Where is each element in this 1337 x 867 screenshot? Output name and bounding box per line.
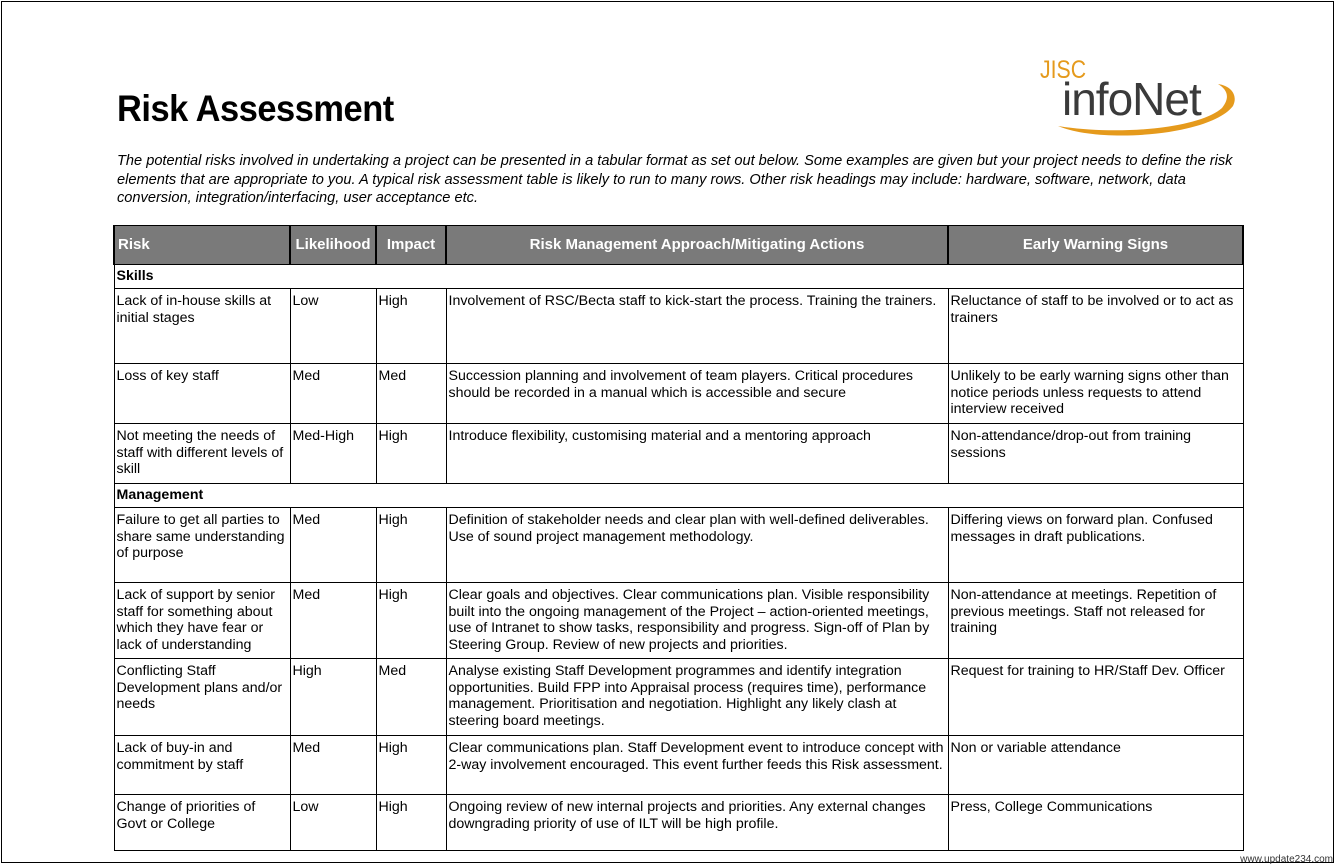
cell-approach: Ongoing review of new internal projects and priorities. Any external changes downgrading priority of use of ILT will be high profile.	[446, 795, 948, 851]
cell-impact: High	[376, 583, 446, 659]
source-watermark: www.update234.com	[1240, 854, 1333, 865]
section-row-skills	[114, 265, 1243, 289]
cell-approach: Succession planning and involvement of team players. Critical procedures should be recorded in a manual which is accessible and secure	[446, 364, 948, 424]
document-title: Risk Assessment	[117, 88, 394, 129]
cell-risk: Failure to get all parties to share same understanding of purpose	[114, 508, 290, 583]
header-impact: Impact	[376, 226, 446, 265]
cell-impact: High	[376, 289, 446, 364]
cell-risk: Change of priorities of Govt or College	[114, 795, 290, 851]
cell-approach: Clear goals and objectives. Clear communications plan. Visible responsibility built into the ongoing management of the Project – action-oriented meetings, use of Intranet to show tasks, responsibility and progress. Sign-off of Plan by Steering Group. Review of new projects and priorities.	[446, 583, 948, 659]
cell-approach: Clear communications plan. Staff Development event to introduce concept with 2-way involvement encouraged. This event further feeds this Risk assessment.	[446, 736, 948, 795]
cell-likelihood: High	[290, 659, 376, 736]
risk-table	[113, 225, 1244, 851]
cell-likelihood: Med	[290, 364, 376, 424]
cell-likelihood: Med	[290, 736, 376, 795]
table-row	[114, 795, 1243, 851]
cell-warning: Non-attendance/drop-out from training sessions	[948, 424, 1243, 484]
header-approach: Risk Management Approach/Mitigating Actions	[446, 226, 948, 265]
section-row-management	[114, 484, 1243, 508]
table-row	[114, 508, 1243, 583]
intro-paragraph: The potential risks involved in undertaking a project can be presented in a tabular format as set out below. Some examples are given but your project needs to define the risk elements that are appropriate to you. A typical risk assessment table is likely to run to many rows. Other risk headings may include: hardware, software, network, data conversion, integration/interfacing, user acceptance etc.	[117, 153, 1233, 206]
cell-approach: Involvement of RSC/Becta staff to kick-start the process. Training the trainers.	[446, 289, 948, 364]
cell-approach: Introduce flexibility, customising material and a mentoring approach	[446, 424, 948, 484]
logo-infonet-text: infoNet	[1062, 73, 1201, 125]
cell-warning: Differing views on forward plan. Confused messages in draft publications.	[948, 508, 1243, 583]
section-label: Management	[114, 484, 1243, 508]
cell-risk: Conflicting Staff Development plans and/or needs	[114, 659, 290, 736]
cell-risk: Not meeting the needs of staff with different levels of skill	[114, 424, 290, 484]
table-header-row	[114, 226, 1243, 265]
table-row	[114, 583, 1243, 659]
cell-impact: High	[376, 795, 446, 851]
header-risk: Risk	[114, 226, 290, 265]
table-row	[114, 736, 1243, 795]
cell-likelihood: Med	[290, 508, 376, 583]
cell-risk: Lack of in-house skills at initial stages	[114, 289, 290, 364]
cell-risk: Lack of support by senior staff for something about which they have fear or lack of understanding	[114, 583, 290, 659]
cell-impact: Med	[376, 364, 446, 424]
cell-warning: Press, College Communications	[948, 795, 1243, 851]
cell-approach: Analyse existing Staff Development programmes and identify integration opportunities. Build FPP into Appraisal process (requires time), performance management. Prioritisation and negotiation. Highlight any likely clash at steering board meetings.	[446, 659, 948, 736]
table-row	[114, 289, 1243, 364]
cell-warning: Reluctance of staff to be involved or to act as trainers	[948, 289, 1243, 364]
cell-impact: High	[376, 424, 446, 484]
logo-jisc-text: JISC	[1040, 56, 1087, 84]
cell-risk: Lack of buy-in and commitment by staff	[114, 736, 290, 795]
cell-impact: High	[376, 508, 446, 583]
header-likelihood: Likelihood	[290, 226, 376, 265]
cell-likelihood: Med-High	[290, 424, 376, 484]
header-warning: Early Warning Signs	[948, 226, 1243, 265]
cell-risk: Loss of key staff	[114, 364, 290, 424]
section-label: Skills	[114, 265, 1243, 289]
cell-approach: Definition of stakeholder needs and clear plan with well-defined deliverables. Use of sound project management methodology.	[446, 508, 948, 583]
cell-warning: Request for training to HR/Staff Dev. Officer	[948, 659, 1243, 736]
table-row	[114, 364, 1243, 424]
jisc-infonet-logo	[1040, 56, 1240, 138]
table-row	[114, 424, 1243, 484]
cell-warning: Non-attendance at meetings. Repetition of previous meetings. Staff not released for training	[948, 583, 1243, 659]
cell-impact: High	[376, 736, 446, 795]
cell-warning: Non or variable attendance	[948, 736, 1243, 795]
cell-impact: Med	[376, 659, 446, 736]
cell-warning: Unlikely to be early warning signs other than notice periods unless requests to attend interview received	[948, 364, 1243, 424]
cell-likelihood: Med	[290, 583, 376, 659]
cell-likelihood: Low	[290, 289, 376, 364]
cell-likelihood: Low	[290, 795, 376, 851]
table-row	[114, 659, 1243, 736]
